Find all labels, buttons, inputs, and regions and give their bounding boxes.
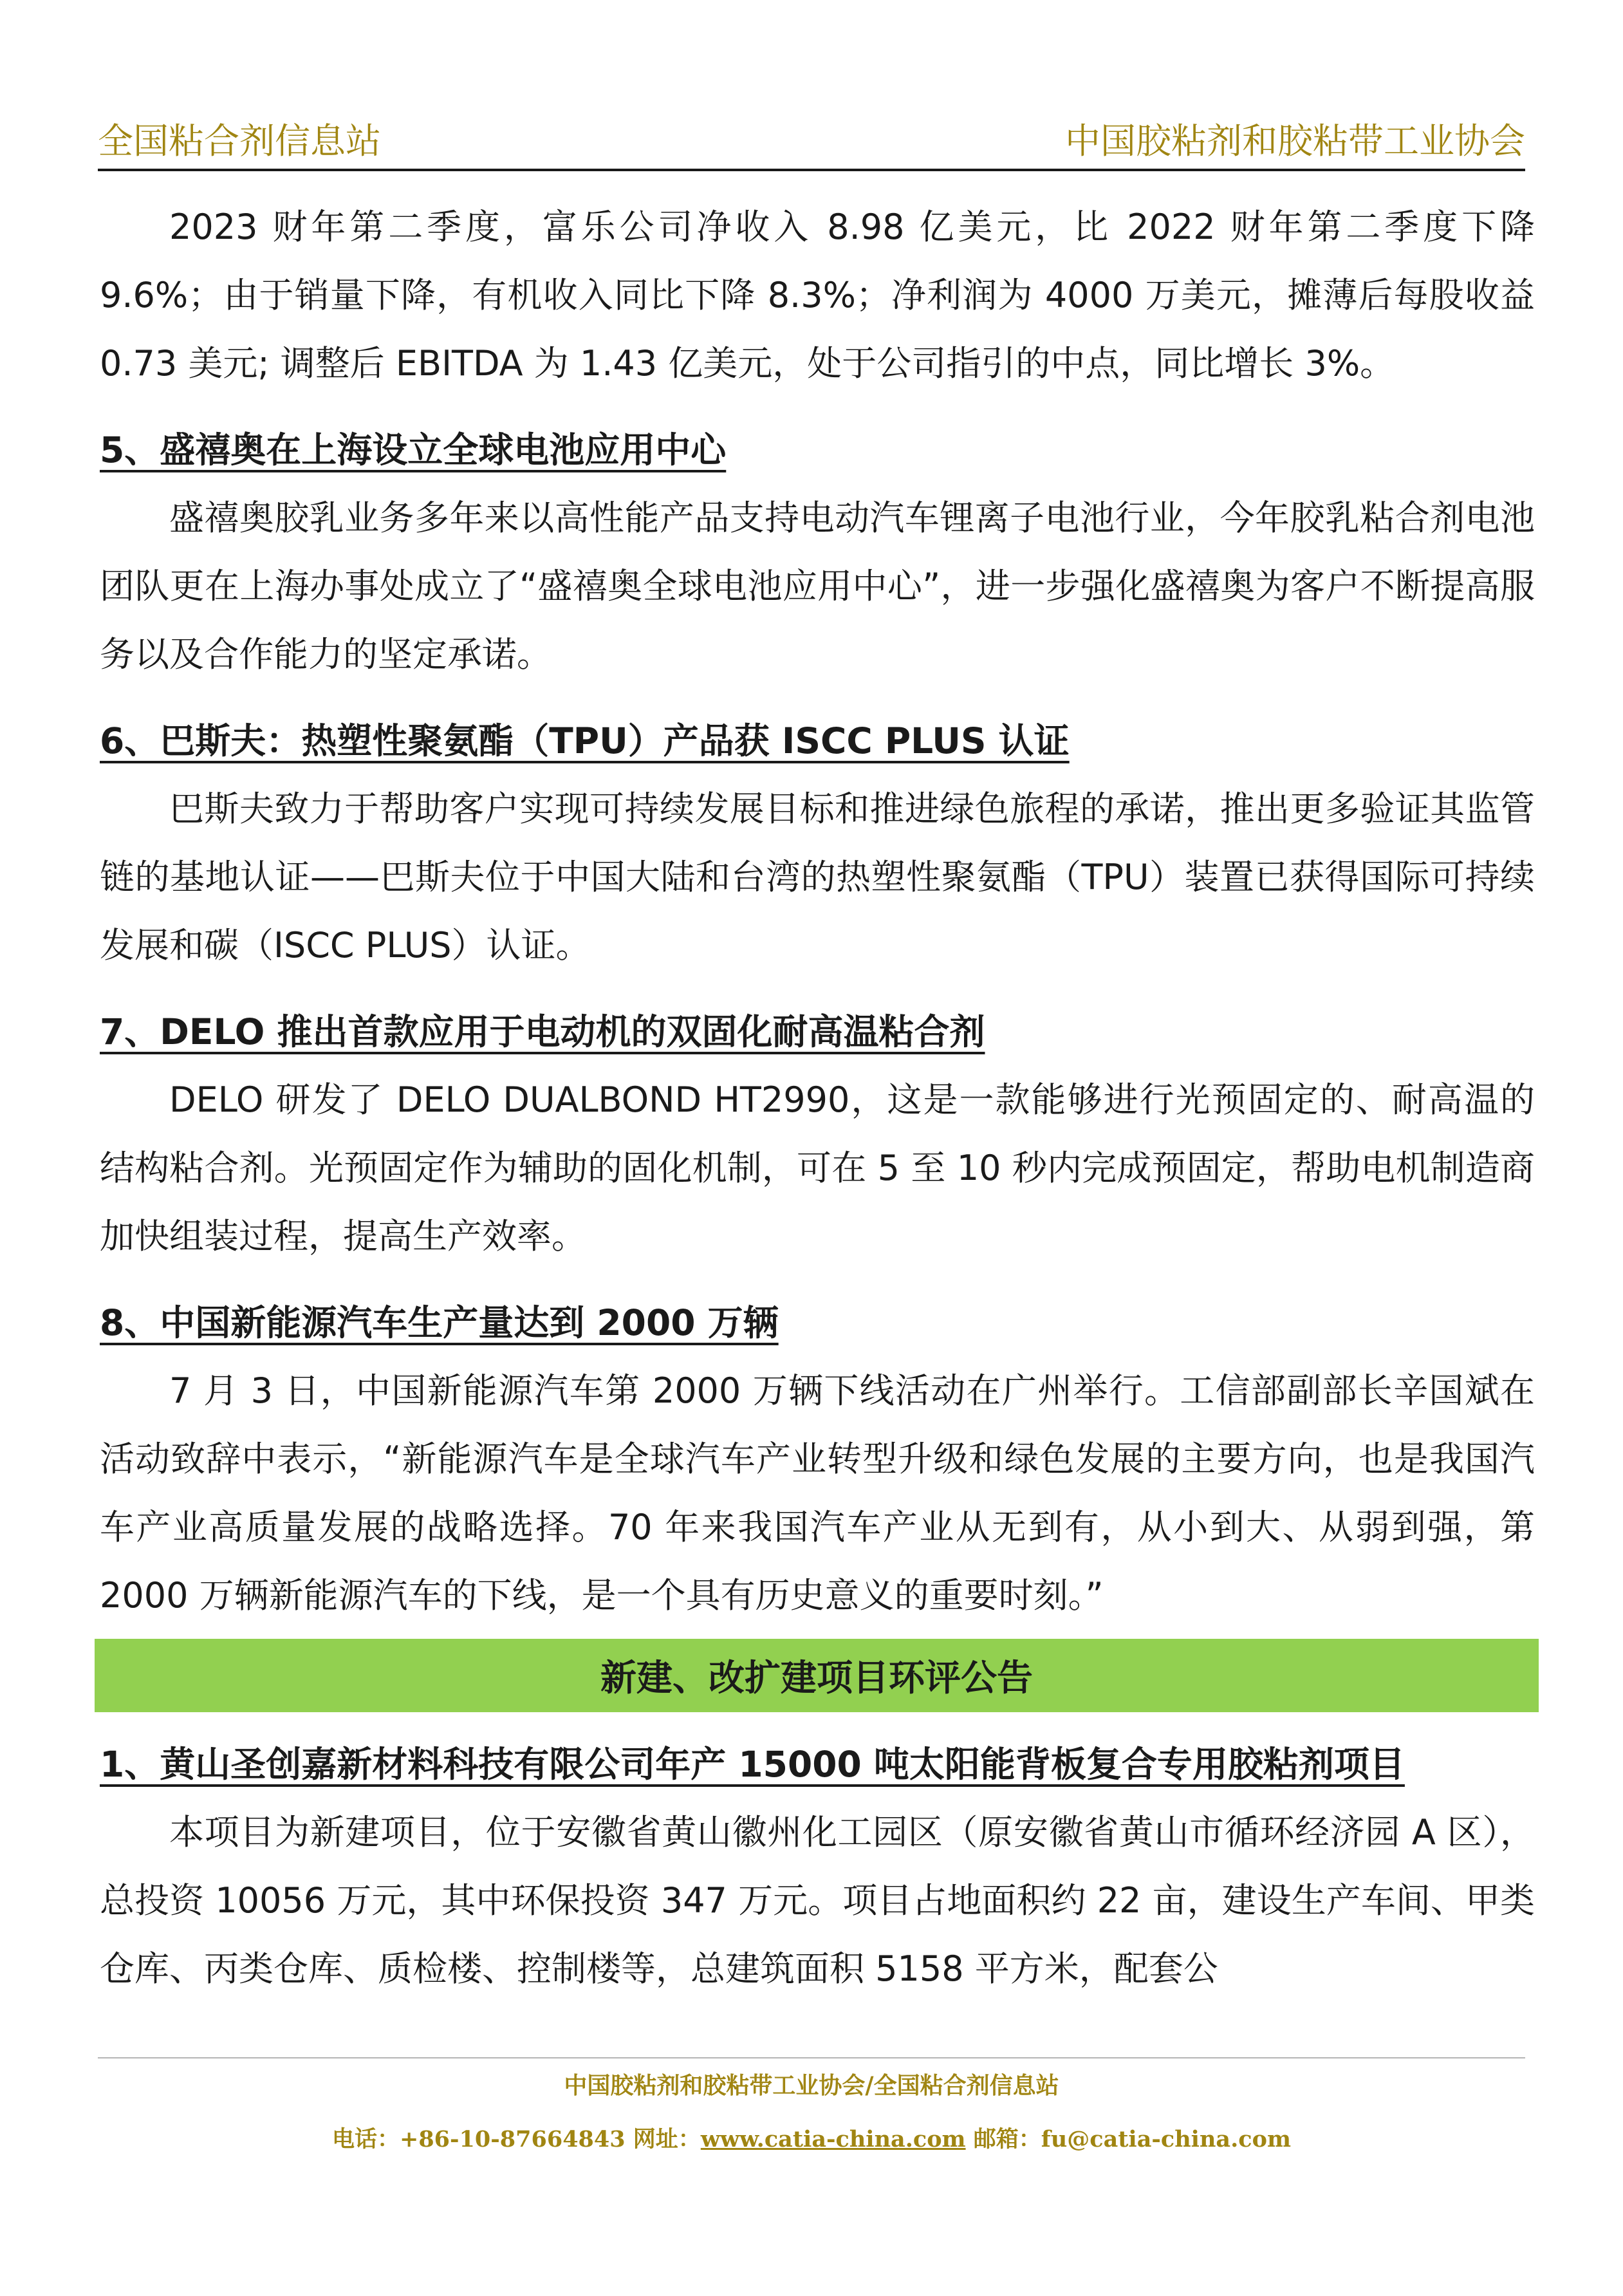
header-right-title: 中国胶粘剂和胶粘带工业协会 <box>1064 120 1525 162</box>
heading-project-1: 1、黄山圣创嘉新材料科技有限公司年产 15000 吨太阳能背板复合专用胶粘剂项目 <box>100 1744 1405 1785</box>
website-link[interactable]: www.catia-china.com <box>700 2126 966 2152</box>
paragraph-delo: DELO 研发了 DELO DUALBOND HT2990，这是一款能够进行光预固定的、耐高温的结构粘合剂。光预固定作为辅助的固化机制，可在 5 至 10 秒内完成预固定，帮助电机制造商加快组装过程，提高生产效率。 <box>100 1079 1535 1256</box>
footer-email-label: 邮箱： <box>965 2126 1041 2152</box>
heading-item-5: 5、盛禧奥在上海设立全球电池应用中心 <box>100 429 727 471</box>
paragraph-nev: 7 月 3 日，中国新能源汽车第 2000 万辆下线活动在广州举行。工信部副部长辛国斌在活动致辞中表示，“新能源汽车是全球汽车产业转型升级和绿色发展的主要方向，也是我国汽车产业高质量发展的战略选择。70 年来我国汽车产业从无到有，从小到大、从弱到强，第 2000 万辆新能源汽车的下线，是一个具有历史意义的重要时刻。” <box>100 1370 1535 1616</box>
page-header <box>98 115 1525 167</box>
header-left-title: 全国粘合剂信息站 <box>98 120 382 162</box>
heading-item-6: 6、巴斯夫：热塑性聚氨酯（TPU）产品获 ISCC PLUS 认证 <box>100 720 1070 761</box>
paragraph-basf: 巴斯夫致力于帮助客户实现可持续发展目标和推进绿色旅程的承诺，推出更多验证其监管链的基地认证——巴斯夫位于中国大陆和台湾的热塑性聚氨酯（TPU）装置已获得国际可持续发展和碳（ISCC PLUS）认证。 <box>100 789 1535 966</box>
main-content <box>100 193 1535 2003</box>
email-link[interactable]: fu@catia-china.com <box>1041 2126 1291 2152</box>
page-footer <box>0 2066 1623 2159</box>
paragraph-project-1: 本项目为新建项目，位于安徽省黄山徽州化工园区（原安徽省黄山市循环经济园 A 区），总投资 10056 万元，其中环保投资 347 万元。项目占地面积约 22 亩，建设生产车间、甲类仓库、丙类仓库、质检楼、控制楼等，总建筑面积 5158 平方米，配套公 <box>100 1812 1535 1989</box>
heading-item-8: 8、中国新能源汽车生产量达到 2000 万辆 <box>100 1302 779 1343</box>
section-banner: 新建、改扩建项目环评公告 <box>95 1639 1539 1712</box>
header-divider <box>98 169 1525 171</box>
footer-phone-label: 电话：+86-10-87664843 网址： <box>332 2126 701 2152</box>
heading-item-7: 7、DELO 推出首款应用于电动机的双固化耐高温粘合剂 <box>100 1011 985 1052</box>
paragraph-trinseo: 盛禧奥胶乳业务多年来以高性能产品支持电动汽车锂离子电池行业，今年胶乳粘合剂电池团队更在上海办事处成立了“盛禧奥全球电池应用中心”，进一步强化盛禧奥为客户不断提高服务以及合作能力的坚定承诺。 <box>100 498 1535 675</box>
footer-contact <box>0 2120 1623 2159</box>
footer-organization: 中国胶粘剂和胶粘带工业协会/全国粘合剂信息站 <box>564 2072 1059 2099</box>
footer-divider <box>98 2057 1525 2058</box>
paragraph-fuller-results: 2023 财年第二季度，富乐公司净收入 8.98 亿美元，比 2022 财年第二季度下降 9.6%；由于销量下降，有机收入同比下降 8.3%；净利润为 4000 万美元，摊薄后每股收益 0.73 美元; 调整后 EBITDA 为 1.43 亿美元，处于公司指引的中点，同比增长 3%。 <box>100 207 1535 384</box>
